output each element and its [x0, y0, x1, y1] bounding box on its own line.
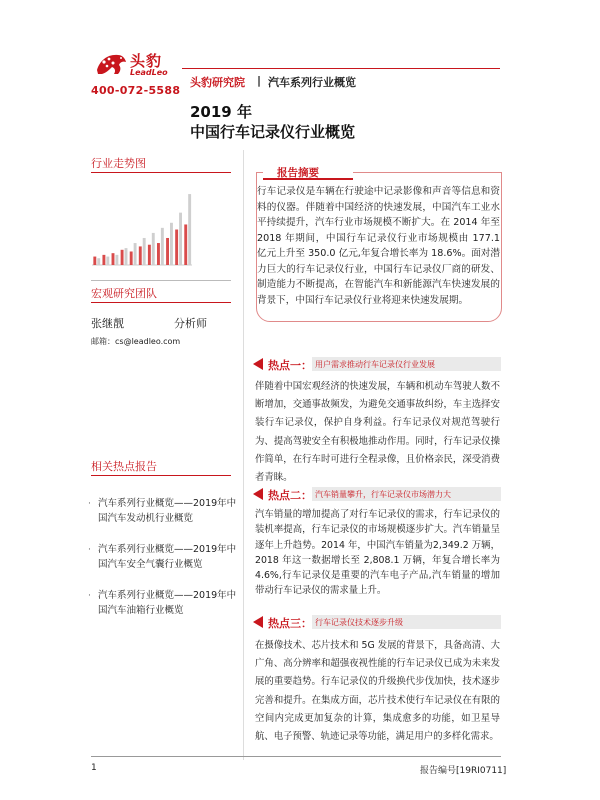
trend-heading-rule	[91, 172, 231, 173]
chart-bar-growth	[143, 238, 146, 265]
hotspot-3-label: 热点三：	[268, 617, 312, 630]
hotspot-1-label: 热点一：	[268, 359, 312, 372]
team-heading: 宏观研究团队	[91, 287, 157, 300]
hotspot-1-subtitle: 用户需求推动行车记录仪行业发展	[315, 360, 435, 369]
brand-name-en: LeadLeo	[130, 68, 168, 77]
related-report-title: 汽车系列行业概览——2019年中国汽车油箱行业概览	[98, 590, 237, 616]
hotspot-2-heading	[251, 487, 501, 501]
triangle-marker-icon	[251, 488, 263, 500]
chart-bar-value	[139, 246, 142, 265]
related-report-item[interactable]	[88, 497, 238, 526]
bullet-icon: ·	[88, 591, 91, 601]
related-heading-rule	[91, 475, 231, 476]
chart-bar-growth	[188, 194, 191, 265]
trend-chart	[92, 185, 192, 273]
bullet-icon: ·	[88, 545, 91, 555]
chart-bar-growth	[106, 257, 109, 265]
chart-bar-value	[166, 238, 169, 265]
hotspot-1-heading	[251, 357, 501, 371]
bullet-icon: ·	[88, 499, 91, 509]
chart-bar-value	[130, 251, 133, 265]
report-number: 报告编号[19RI0711]	[420, 766, 507, 776]
chart-bottom-rule	[91, 280, 231, 281]
column-divider	[243, 150, 244, 760]
hotspot-3-heading	[251, 615, 501, 629]
related-report-title: 汽车系列行业概览——2019年中国汽车安全气囊行业概览	[98, 544, 237, 570]
hotspot-3-text: 在摄像技术、芯片技术和 5G 发展的背景下，具备高清、大广角、高分辨率和超强夜视性能的行车记录仪已成为未来发展的重要趋势。行车记录仪的升级换代步伐加快，技术逐步完善和提升。在集成方面，芯片技术使行车记录仪在有限的空间内完成更加复杂的计算，集成愈多的功能，如卫星导航、电子预警、轨迹记录等功能，满足用户的多样化需求。	[255, 640, 500, 743]
chart-bar-value	[157, 243, 160, 265]
chart-bar-value	[148, 245, 151, 265]
hotspot-2-text: 汽车销量的增加提高了对行车记录仪的需求，行车记录仪的装机率提高，行车记录仪的市场规模逐步扩大。汽车销量呈逐年上升趋势。2014 年，中国汽车销量为2,349.2 万辆，2018 年这一数据增长至 2,808.1 万辆，年复合增长率为 4.6%,行车记录仪是重要的汽车电子产品,汽车销量的增加带动行车记录仪的需求量上升。	[255, 509, 500, 597]
footer-rule	[91, 756, 501, 757]
phone-number: 400-072-5588	[91, 84, 181, 97]
analyst-role: 分析师	[174, 317, 207, 330]
summary-heading: 报告摘要	[277, 167, 319, 179]
summary-tab	[263, 165, 353, 180]
chart-bar-growth	[161, 228, 164, 265]
header-rule	[182, 68, 500, 69]
summary-text: 行车记录仪是车辆在行驶途中记录影像和声音等信息和资料的仪器。伴随着中国经济的快速发展，中国汽车工业水平持续提升，汽车行业市场规模不断扩大。在 2014 年至 2018 年期间，中国行车记录仪行业市场规模由 177.1 亿元上升至 350.0 亿元,年复合增长率为 18.6%。面对潜力巨大的行车记录仪行业，中国行车记录仪厂商的研发、制造能力不断提高，在智能汽车和新能源汽车快速发展的背景下，中国行车记录仪行业将迎来快速发展期。	[257, 186, 500, 306]
chart-bar-growth	[179, 213, 182, 265]
related-report-item[interactable]	[88, 543, 238, 572]
header-series: 汽车系列行业概览	[268, 76, 356, 89]
chart-bar-value	[184, 224, 187, 265]
analyst-email[interactable]: 邮箱：cs@leadleo.com	[91, 337, 181, 346]
chart-bar-growth	[152, 233, 155, 265]
title-year: 2019 年	[190, 103, 252, 121]
chart-bar-value	[112, 253, 115, 265]
chart-bar-growth	[170, 223, 173, 265]
brand-name-cn: 头豹	[130, 52, 163, 70]
chart-bar-value	[102, 255, 105, 265]
leadleo-logo	[94, 48, 174, 80]
analyst-name: 张继靓	[91, 317, 124, 330]
hotspot-2-subtitle: 汽车销量攀升，行车记录仪市场潜力大	[315, 490, 451, 499]
header-separator: |	[257, 74, 262, 87]
hotspot-3-subtitle: 行车记录仪技术逐步升级	[315, 618, 403, 627]
chart-bar-growth	[134, 243, 137, 265]
related-reports-list	[88, 497, 238, 635]
leopard-logo-icon	[94, 50, 128, 78]
chart-bar-value	[93, 257, 96, 265]
related-report-item[interactable]	[88, 589, 238, 618]
trend-heading: 行业走势图	[91, 157, 146, 170]
triangle-marker-icon	[251, 616, 263, 628]
hotspot-2-label: 热点二：	[268, 489, 312, 502]
hotspot-1-text: 伴随着中国宏观经济的快速发展，车辆和机动车驾驶人数不断增加，交通事故频发，为避免交通事故纠纷，车主选择安装行车记录仪，保护自身利益。行车记录仪对规范驾驶行为、提高驾驶安全有积极地推动作用。同时，行车记录仪操作简单，在行车时可进行全程录像，且价格亲民，深受消费者青睐。	[255, 381, 500, 484]
header-institute: 头豹研究院	[190, 76, 245, 89]
team-heading-rule	[91, 302, 231, 303]
triangle-marker-icon	[251, 358, 263, 370]
page-number: 1	[91, 763, 97, 773]
chart-bar-value	[121, 250, 124, 265]
chart-bar-growth	[115, 255, 118, 265]
chart-bar-value	[175, 230, 178, 265]
page-title: 中国行车记录仪行业概览	[190, 123, 356, 141]
chart-bar-growth	[97, 258, 100, 265]
related-report-title: 汽车系列行业概览——2019年中国汽车发动机行业概览	[98, 498, 237, 524]
chart-bar-growth	[125, 248, 128, 265]
related-heading: 相关热点报告	[91, 460, 157, 473]
